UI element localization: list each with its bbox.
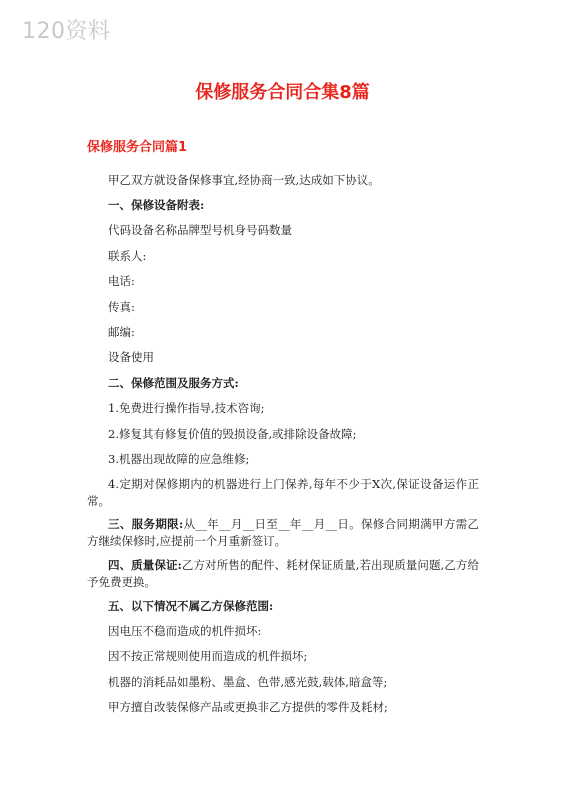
section1-line: 代码设备名称品牌型号机身号码数量 xyxy=(108,223,292,237)
section1-line: 联系人: xyxy=(108,249,147,263)
intro-text: 甲乙双方就设备保修事宜,经协商一致,达成如下协议。 xyxy=(108,173,380,187)
document-title: 保修服务合同合集8篇 xyxy=(195,82,370,103)
section2-item: 2.修复其有修复价值的毁损设备,或排除设备故障; xyxy=(108,427,357,441)
section1-line: 邮编: xyxy=(108,325,135,339)
section3-heading: 三、服务期限: xyxy=(108,517,184,531)
section5-line: 因不按正常规则使用而造成的机件损坏; xyxy=(108,649,308,663)
section3-paragraph xyxy=(87,516,479,550)
section5-line: 因电压不稳而造成的机件损坏: xyxy=(108,624,262,638)
section4-heading: 四、质量保证: xyxy=(108,558,182,572)
section4-paragraph xyxy=(87,557,479,591)
watermark: 120资料 xyxy=(22,19,111,44)
section1-line: 传真: xyxy=(108,300,135,314)
section2-item: 3.机器出现故障的应急维修; xyxy=(108,452,250,466)
section4-text: 乙方对所售的配件、耗材保证质量,若出现质量问题,乙方给予免费更换。 xyxy=(87,558,479,589)
section2-heading: 二、保修范围及服务方式: xyxy=(108,376,239,390)
section2-item: 1.免费进行操作指导,技术咨询; xyxy=(108,401,265,415)
section5-line: 甲方擅自改装保修产品或更换非乙方提供的零件及耗材; xyxy=(108,700,388,714)
section2-item: 4.定期对保修期内的机器进行上门保养,每年不少于X次,保证设备运作正常。 xyxy=(87,477,479,508)
section1-line: 设备使用 xyxy=(108,350,154,364)
section3-text: 从__年__月__日至__年__月__日。保修合同期满甲方需乙方继续保修时,应提前一个月重新签订。 xyxy=(87,517,479,548)
section5-line: 机器的消耗品如墨粉、墨盒、色带,感光鼓,载体,暗盒等; xyxy=(108,675,388,689)
section1-heading: 一、保修设备附表: xyxy=(108,198,205,212)
section1-line: 电话: xyxy=(108,274,135,288)
section5-heading: 五、以下情况不属乙方保修范围: xyxy=(108,599,274,613)
document-subtitle: 保修服务合同篇1 xyxy=(87,140,188,155)
